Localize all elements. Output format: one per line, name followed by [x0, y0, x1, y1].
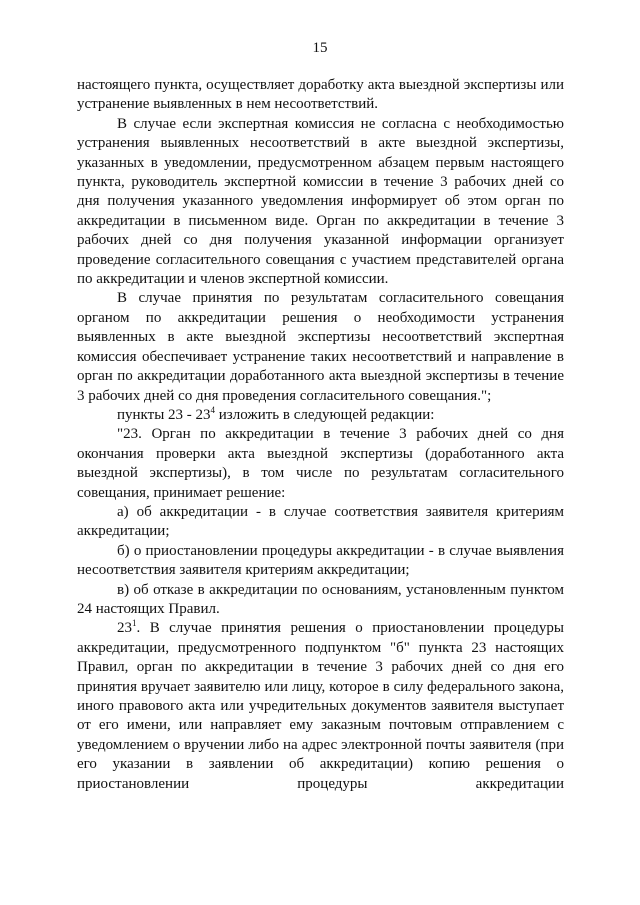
text-run: пункты 23 - 23	[117, 406, 211, 423]
text-run: в) об отказе в аккредитации по основаниям, установленным пунктом 24 настоящих Правил.	[77, 581, 564, 617]
paragraph-p6	[77, 503, 564, 542]
text-run: В случае принятия по результатам согласительного совещания органом по аккредитации решения о необходимости устранения выявленных в акте выездной экспертизы несоответствий экспертная комиссия обеспечивает устранение таких несоответствий и направление в орган по аккредитации доработанного акта выездной экспертизы в течение 3 рабочих дней со дня проведения согласительного совещания.";	[77, 290, 564, 404]
paragraph-p5	[77, 425, 564, 503]
superscript: 1	[132, 618, 137, 629]
text-run: "23. Орган по аккредитации в течение 3 рабочих дней со дня окончания проверки акта выездной экспертизы (доработанного акта выездной экспертизы), в том числе по результатам согласительного совещания, принимает решение:	[77, 426, 564, 501]
paragraph-p7	[77, 542, 564, 581]
text-run: В случае если экспертная комиссия не согласна с необходимостью устранения выявленных несоответствий в акте выездной экспертизы, указанных в уведомлении, предусмотренном абзацем первым настоящего пункта, руководитель экспертной комиссии в течение 3 рабочих дней со дня получения указанного уведомления информирует об этом орган по аккредитации в письменном виде. Орган по аккредитации в течение 3 рабочих дней со дня получения указанной информации организует проведение согласительного совещания с участием представителей органа по аккредитации и членов экспертной комиссии.	[77, 115, 564, 288]
text-run: изложить в следующей редакции:	[215, 406, 435, 423]
superscript: 4	[210, 404, 216, 415]
paragraph-p2	[77, 115, 564, 290]
text-run: настоящего пункта, осуществляет доработку акта выездной экспертизы или устранение выявленных в нем несоответствий.	[77, 77, 564, 113]
text-run: б) о приостановлении процедуры аккредитации - в случае выявления несоответствия заявителя критериям аккредитации;	[77, 542, 564, 579]
page-number: 15	[312, 40, 328, 56]
text-run: 23	[117, 620, 132, 637]
document-body	[77, 76, 564, 794]
paragraph-p4	[77, 406, 564, 425]
text-run: а) об аккредитации - в случае соответствия заявителя критериям аккредитации;	[77, 503, 564, 540]
paragraph-p1	[77, 76, 564, 115]
text-run: . В случае принятия решения о приостановлении процедуры аккредитации, предусмотренного подпунктом "б" пункта 23 настоящих Правил, орган по аккредитации в течение 3 рабочих дней со дня его принятия вручает заявителю или лицу, которое в силу федерального закона, иного правового акта или учредительных документов заявителя выступает от его имени, или направляет ему заказным почтовым отправлением с уведомлением о вручении либо на адрес электронной почты заявителя (при его указании в заявлении об аккредитации) копию решения о приостановлении процедуры аккредитации	[77, 620, 564, 792]
paragraph-p9	[77, 619, 564, 794]
paragraph-p3	[77, 289, 564, 405]
paragraph-p8	[77, 581, 564, 620]
